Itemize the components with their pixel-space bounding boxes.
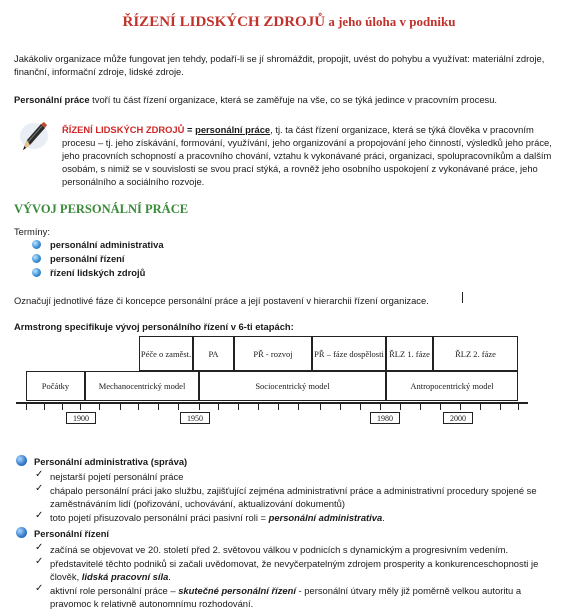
timeline-box: PŘ - rozvoj [234,336,312,371]
timeline-tick [238,402,239,410]
personal-prace-term: Personální práce [14,94,90,105]
section-heading-vyvoj: VÝVOJ PERSONÁLNÍ PRÁCE [14,202,189,216]
timeline-box: PŘ – fáze dospělosti [312,336,386,371]
timeline-box: Antropocentrický model [386,371,518,401]
timeline-tick [460,402,461,410]
timeline-box: ŘLZ 2. fáze [433,336,518,371]
timeline-axis [16,402,528,404]
intro-paragraph: Jakákoliv organizace může fungovat jen tehdy, podaří-li se jí shromáždit, propojit, uvést do pohybu a využívat: materiální zdroje, finanční, informační zdroje, lidské zdroje. [14,53,545,77]
timeline-box: Sociocentrický model [199,371,386,401]
personal-prace-paragraph [14,93,559,106]
title-rest: a jeho úloha v podniku [325,14,456,29]
definition-target: personální práce [195,124,271,135]
section-title: Personální řízení [34,528,110,539]
check-icon: ✓ [35,556,44,567]
timeline-tick [99,402,100,410]
timeline-tick [138,402,139,410]
timeline-tick [199,402,200,410]
timeline-box: PA [193,336,234,371]
personal-prace-text: tvoří tu část řízení organizace, která se zaměřuje na vše, co se týká jedince v pracovním procesu. [89,94,498,105]
timeline-tick [480,402,481,410]
title-main: ŘÍZENÍ LIDSKÝCH ZDROJŮ [122,14,326,30]
timeline-tick [500,402,501,410]
timeline-tick [62,402,63,410]
page-title [0,14,578,31]
year-label: 2000 [443,412,473,424]
year-label: 1900 [66,412,96,424]
text-cursor [462,292,463,303]
definition-eq: = [184,124,196,135]
check-icon: ✓ [35,510,44,521]
globe-bullet-icon [16,455,27,466]
timeline-tick [340,402,341,410]
bullet-icon [32,254,41,263]
timeline-tick [278,402,279,410]
globe-bullet-icon [16,527,27,538]
timeline-tick [178,402,179,410]
timeline-tick [320,402,321,410]
timeline-tick [44,402,45,410]
terms-label: Termíny: [14,226,50,237]
year-label: 1950 [180,412,210,424]
timeline-tick [420,402,421,410]
timeline-tick [158,402,159,410]
definition-term: ŘÍZENÍ LIDSKÝCH ZDROJŮ [62,124,185,135]
timeline-box: ŘLZ 1. fáze [386,336,433,371]
phases-paragraph: Označují jednotlivé fáze či koncepce personální práce a její postavení v hierarchii řízení organizace. [14,295,429,306]
timeline-tick [218,402,219,410]
timeline-tick [440,402,441,410]
timeline-tick [400,402,401,410]
timeline-box: Mechanocentrický model [85,371,199,401]
definition-text: , tj. ta část řízení organizace, která se týká člověka v pracovním procesu – tj. jeho získávání, formování, využívání, jeho organizování a propojování jeho činností, výsledků jeho práce, jeho pracovních schopností a pracovního chování, vztahu k vykonávané práci, organizaci, spolupracovníkům a dalším osobám, s nimiž se v souvislosti se svou prací stýká, a rovněž jeho osobního uspokojení z vykonávané práce, jeho personálního a sociálního rozvoje. [62,124,552,187]
timeline-tick [26,402,27,410]
check-icon: ✓ [35,469,44,480]
bullet-icon [32,240,41,249]
pen-icon [14,118,50,154]
bullet-icon [32,268,41,277]
year-label: 1980 [370,412,400,424]
timeline-tick [120,402,121,410]
timeline-tick [360,402,361,410]
definition-paragraph [62,123,557,188]
timeline-box: Počátky [26,371,85,401]
check-icon: ✓ [35,483,44,494]
armstrong-text: Armstrong specifikuje vývoj personálního řízení v 6-ti etapách: [14,321,294,332]
check-icon: ✓ [35,542,44,553]
check-icon: ✓ [35,583,44,594]
timeline-tick [258,402,259,410]
timeline-tick [518,402,519,410]
timeline-tick [80,402,81,410]
timeline-tick [298,402,299,410]
timeline-box: Péče o zaměst. [139,336,193,371]
section-title: Personální administrativa (správa) [34,456,188,467]
timeline-tick [380,402,381,410]
